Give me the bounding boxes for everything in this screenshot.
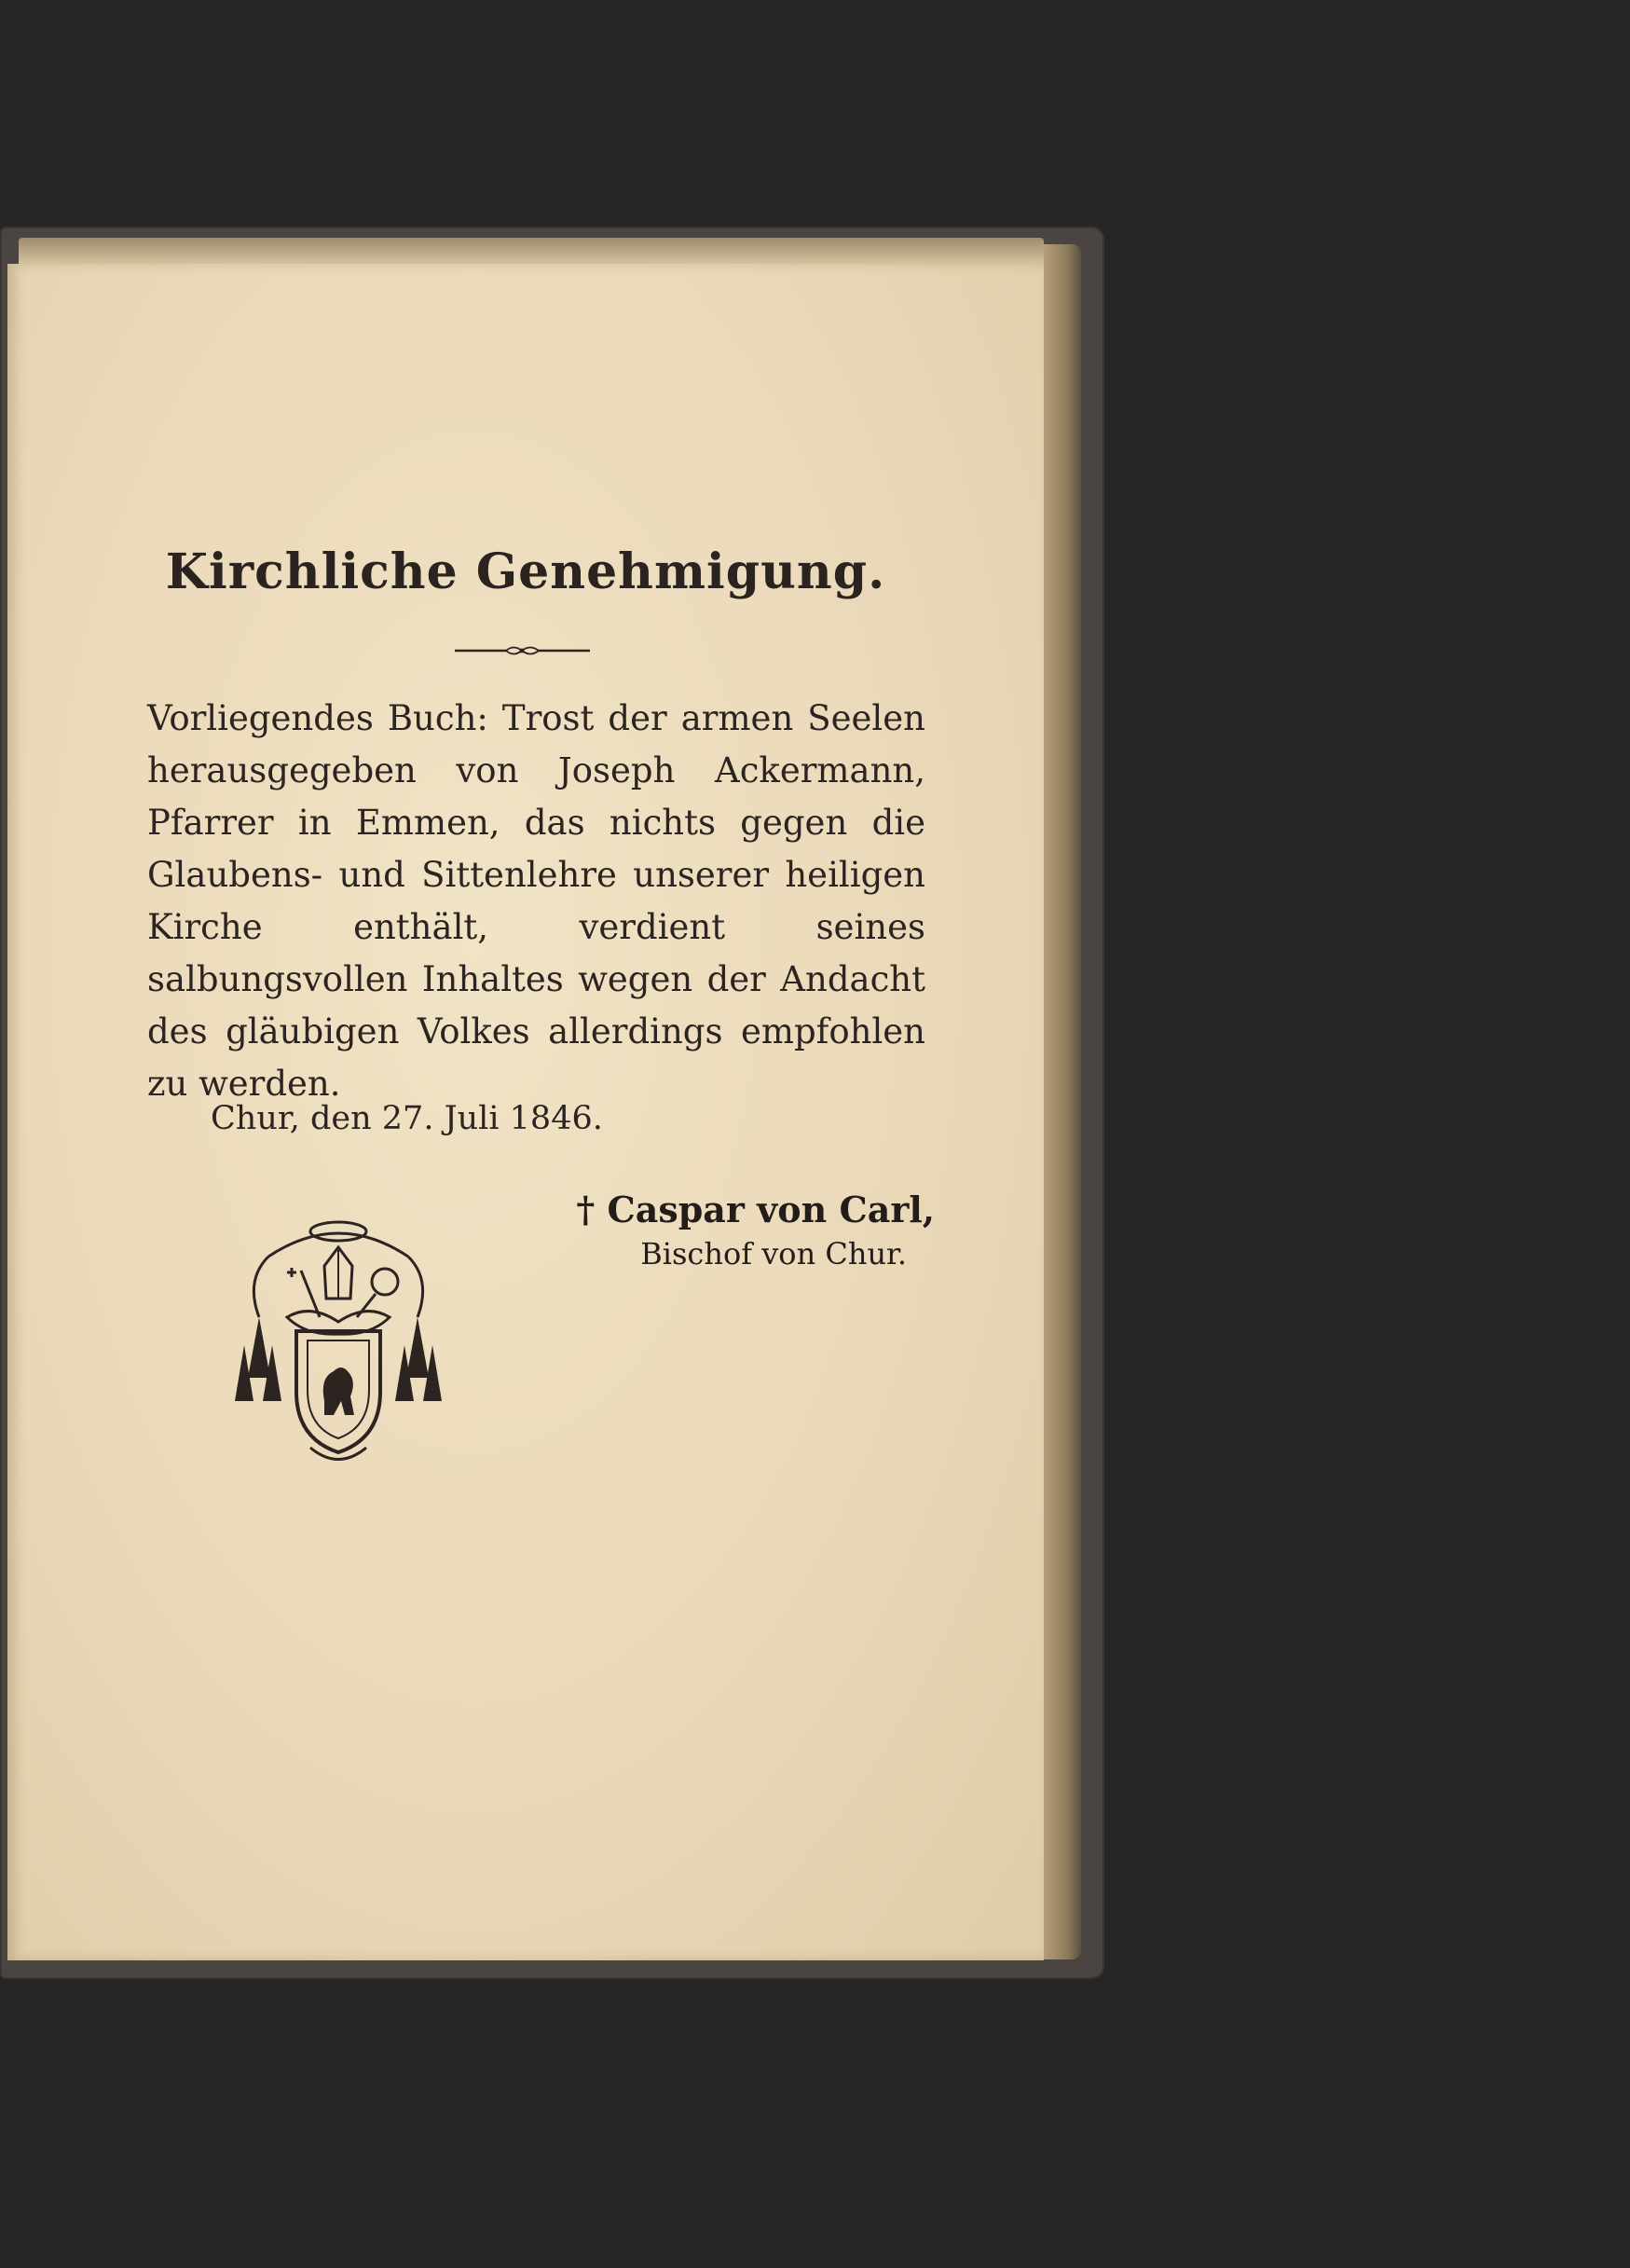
signatory-name: † Caspar von Carl, — [576, 1189, 935, 1230]
divider-ornament-icon — [455, 641, 590, 660]
book-page — [7, 264, 1044, 1960]
signature-block — [567, 1187, 935, 1274]
page-heading: Kirchliche Genehmigung. — [165, 543, 886, 600]
signatory-title: Bischof von Chur. — [640, 1236, 907, 1271]
episcopal-coat-of-arms-icon — [231, 1215, 445, 1466]
place-and-date: Chur, den 27. Juli 1846. — [211, 1100, 603, 1137]
page-top-edge — [19, 238, 1044, 266]
approval-text: Vorliegendes Buch: Trost der armen Seelen herausgegeben von Joseph Ackermann, Pfarrer in Emmen, das nichts gegen die Glaubens- und Sittenlehre unserer heiligen Kirche enthält, verdient seines salbungsvollen Inhaltes wegen der Andacht des gläubigen Volkes allerdings empfohlen zu werden. — [147, 698, 925, 1104]
